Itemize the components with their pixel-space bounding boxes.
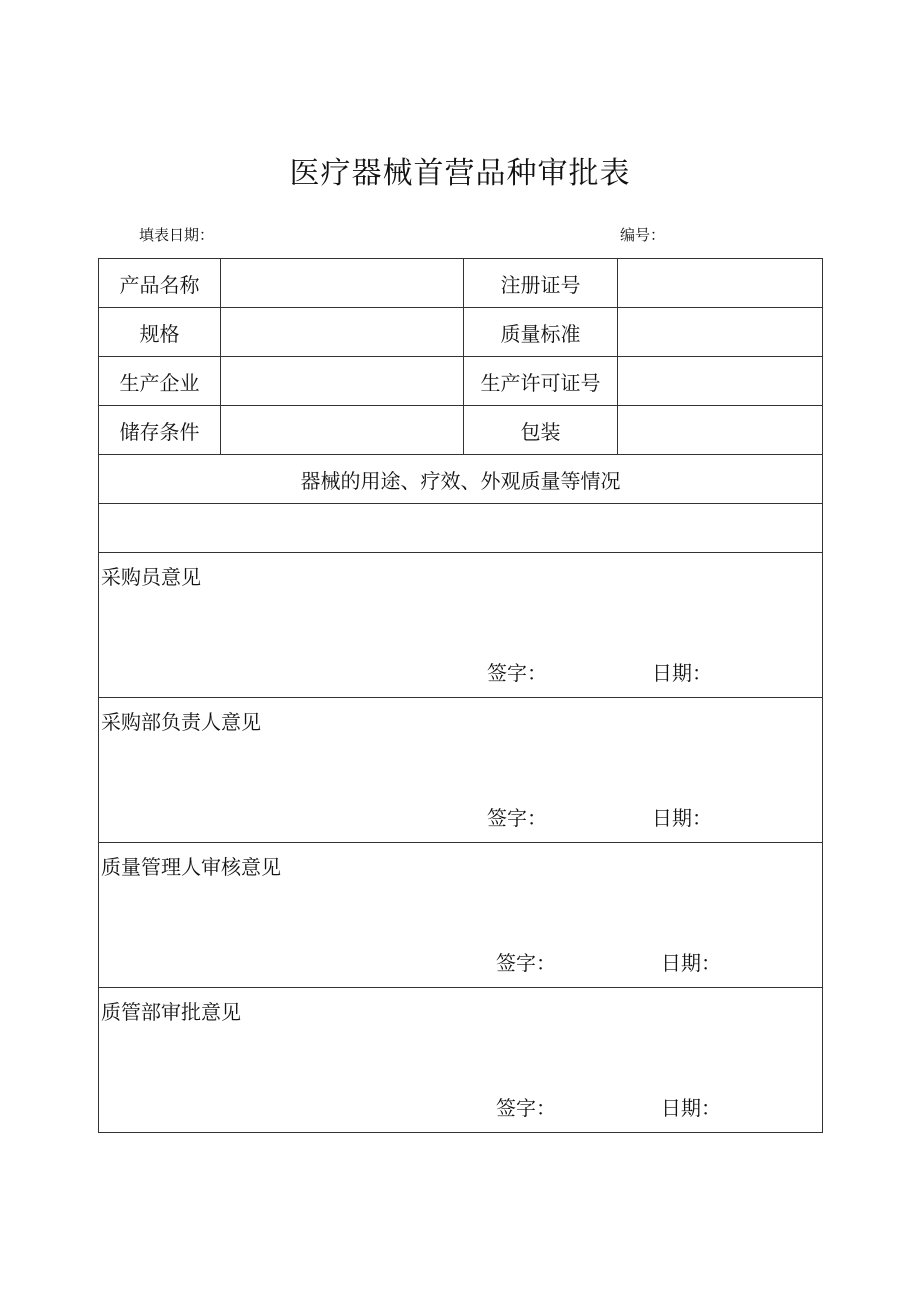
production-license-label: 生产许可证号 xyxy=(464,357,618,406)
registration-number-label: 注册证号 xyxy=(464,259,618,308)
form-title: 医疗器械首营品种审批表 xyxy=(289,156,631,191)
table-row-manufacturer xyxy=(99,357,823,406)
production-license-field[interactable] xyxy=(618,357,823,406)
fill-date-label: 填表日期： xyxy=(139,226,215,244)
packaging-label: 包装 xyxy=(464,406,618,455)
packaging-field[interactable] xyxy=(618,406,823,455)
buyer-opinion-title: 采购员意见 xyxy=(101,565,201,589)
purchasing-head-date-label: 日期： xyxy=(652,806,712,830)
number-label: 编号： xyxy=(620,226,666,244)
table-row-buyer-opinion xyxy=(99,553,823,698)
table-row-storage xyxy=(99,406,823,455)
specification-field[interactable] xyxy=(221,308,464,357)
quality-dept-date-label: 日期： xyxy=(661,1096,721,1120)
table-row-quality-dept-opinion xyxy=(99,988,823,1133)
table-row-usage-body xyxy=(99,504,823,553)
usage-field[interactable] xyxy=(99,504,823,553)
manufacturer-label: 生产企业 xyxy=(99,357,221,406)
storage-conditions-field[interactable] xyxy=(221,406,464,455)
buyer-opinion-cell[interactable] xyxy=(99,553,823,698)
purchasing-head-opinion-cell[interactable] xyxy=(99,698,823,843)
specification-label: 规格 xyxy=(99,308,221,357)
buyer-date-label: 日期： xyxy=(652,661,712,685)
quality-manager-date-label: 日期： xyxy=(661,951,721,975)
quality-dept-sign-label: 签字： xyxy=(496,1096,556,1120)
usage-header: 器械的用途、疗效、外观质量等情况 xyxy=(99,455,823,504)
product-name-label: 产品名称 xyxy=(99,259,221,308)
table-row-purchasing-head-opinion xyxy=(99,698,823,843)
quality-dept-opinion-cell[interactable] xyxy=(99,988,823,1133)
storage-conditions-label: 储存条件 xyxy=(99,406,221,455)
quality-dept-opinion-title: 质管部审批意见 xyxy=(101,1000,241,1024)
table-row-specification xyxy=(99,308,823,357)
quality-standard-label: 质量标准 xyxy=(464,308,618,357)
quality-manager-opinion-title: 质量管理人审核意见 xyxy=(101,855,281,879)
table-row-product-name xyxy=(99,259,823,308)
product-name-field[interactable] xyxy=(221,259,464,308)
quality-manager-sign-label: 签字： xyxy=(496,951,556,975)
table-row-quality-manager-opinion xyxy=(99,843,823,988)
manufacturer-field[interactable] xyxy=(221,357,464,406)
table-row-usage-header xyxy=(99,455,823,504)
registration-number-field[interactable] xyxy=(618,259,823,308)
purchasing-head-sign-label: 签字： xyxy=(487,806,547,830)
buyer-sign-label: 签字： xyxy=(487,661,547,685)
purchasing-head-opinion-title: 采购部负责人意见 xyxy=(101,710,261,734)
approval-form-table xyxy=(98,258,823,1133)
quality-manager-opinion-cell[interactable] xyxy=(99,843,823,988)
quality-standard-field[interactable] xyxy=(618,308,823,357)
